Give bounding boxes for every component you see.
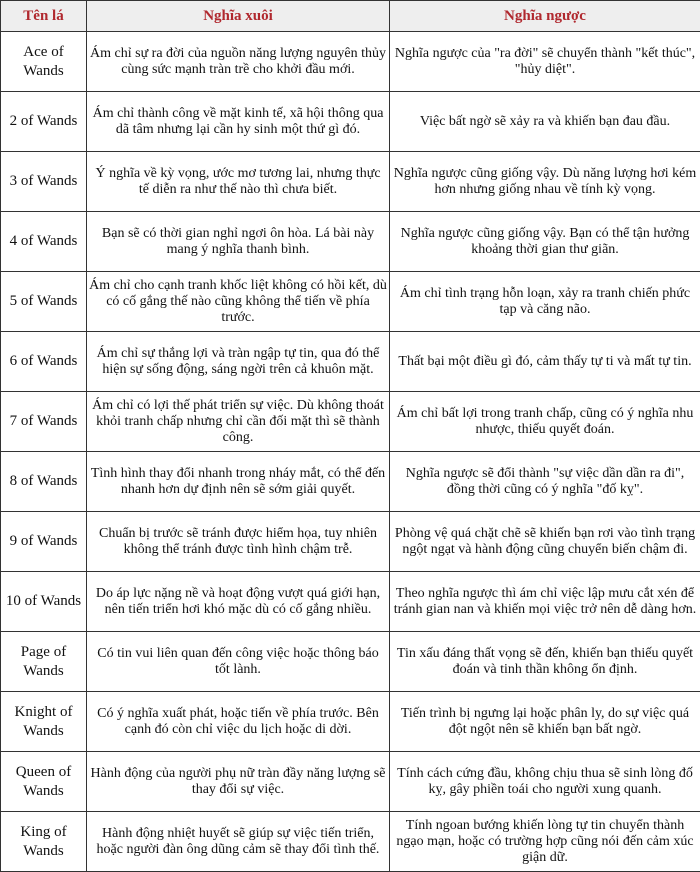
card-name-cell: 7 of Wands bbox=[1, 392, 87, 452]
card-name-cell: 2 of Wands bbox=[1, 92, 87, 152]
header-reversed-meaning: Nghĩa ngược bbox=[390, 1, 700, 32]
table-row bbox=[1, 392, 700, 452]
upright-meaning-cell: Hành động của người phụ nữ tràn đầy năng lượng sẽ thay đổi sự việc. bbox=[87, 752, 390, 812]
reversed-meaning-cell: Tính ngoan bướng khiến lòng tự tin chuyển thành ngạo mạn, hoặc có trường hợp cũng nói đến cảm xúc giận dữ. bbox=[390, 812, 700, 872]
card-name-cell: 4 of Wands bbox=[1, 212, 87, 272]
card-name-cell: 5 of Wands bbox=[1, 272, 87, 332]
upright-meaning-cell: Ám chỉ sự ra đời của nguồn năng lượng nguyên thủy cùng sức mạnh tràn trề cho khởi đầu mới. bbox=[87, 32, 390, 92]
reversed-meaning-cell: Ám chỉ bất lợi trong tranh chấp, cũng có ý nghĩa nhu nhược, thiếu quyết đoán. bbox=[390, 392, 700, 452]
reversed-meaning-cell: Tin xấu đáng thất vọng sẽ đến, khiến bạn thiếu quyết đoán và tinh thần không ổn định. bbox=[390, 632, 700, 692]
reversed-meaning-cell: Việc bất ngờ sẽ xảy ra và khiến bạn đau đầu. bbox=[390, 92, 700, 152]
card-name-cell: 6 of Wands bbox=[1, 332, 87, 392]
upright-meaning-cell: Ám chỉ thành công về mặt kinh tế, xã hội thông qua dã tâm nhưng lại cần hy sinh một thứ gì đó. bbox=[87, 92, 390, 152]
upright-meaning-cell: Bạn sẽ có thời gian nghỉ ngơi ôn hòa. Lá bài này mang ý nghĩa thanh bình. bbox=[87, 212, 390, 272]
upright-meaning-cell: Tình hình thay đổi nhanh trong nháy mắt, có thể đến nhanh hơn dự định nên sẽ sớm giải quyết. bbox=[87, 452, 390, 512]
card-name-cell: Knight of Wands bbox=[1, 692, 87, 752]
upright-meaning-cell: Ám chỉ có lợi thế phát triển sự việc. Dù không thoát khỏi tranh chấp nhưng chỉ cần đối mặt thì sẽ thành công. bbox=[87, 392, 390, 452]
table-row bbox=[1, 92, 700, 152]
table-row bbox=[1, 32, 700, 92]
upright-meaning-cell: Ám chỉ cho cạnh tranh khốc liệt không có hồi kết, dù có cố gắng thế nào cũng không thể tiến về phía trước. bbox=[87, 272, 390, 332]
reversed-meaning-cell: Nghĩa ngược của "ra đời" sẽ chuyển thành "kết thúc", "hủy diệt". bbox=[390, 32, 700, 92]
table-body bbox=[1, 32, 700, 872]
card-name-cell: 3 of Wands bbox=[1, 152, 87, 212]
reversed-meaning-cell: Nghĩa ngược cũng giống vậy. Dù năng lượng hơi kém hơn nhưng giống nhau về tính kỳ vọng. bbox=[390, 152, 700, 212]
upright-meaning-cell: Ám chỉ sự thắng lợi và tràn ngập tự tin, qua đó thể hiện sự sống động, sáng ngời trên cả khuôn mặt. bbox=[87, 332, 390, 392]
table-row bbox=[1, 512, 700, 572]
table-row bbox=[1, 332, 700, 392]
table-header bbox=[1, 1, 700, 32]
upright-meaning-cell: Do áp lực nặng nề và hoạt động vượt quá giới hạn, nên tiến triển hơi khó mặc dù có cố gắng nhiều. bbox=[87, 572, 390, 632]
reversed-meaning-cell: Theo nghĩa ngược thì ám chỉ việc lập mưu cắt xén để tránh gian nan và khiến mọi việc trở nên dễ dàng hơn. bbox=[390, 572, 700, 632]
table-row bbox=[1, 632, 700, 692]
card-name-cell: 8 of Wands bbox=[1, 452, 87, 512]
table-row bbox=[1, 692, 700, 752]
upright-meaning-cell: Có tin vui liên quan đến công việc hoặc thông báo tốt lành. bbox=[87, 632, 390, 692]
reversed-meaning-cell: Nghĩa ngược sẽ đổi thành "sự việc dần dần ra đi", đồng thời cũng có ý nghĩa "đố kỵ". bbox=[390, 452, 700, 512]
upright-meaning-cell: Có ý nghĩa xuất phát, hoặc tiến về phía trước. Bên cạnh đó còn chỉ việc du lịch hoặc di dời. bbox=[87, 692, 390, 752]
reversed-meaning-cell: Ám chỉ tình trạng hỗn loạn, xảy ra tranh chiến phức tạp và căng não. bbox=[390, 272, 700, 332]
header-row bbox=[1, 1, 700, 32]
table-row bbox=[1, 572, 700, 632]
upright-meaning-cell: Ý nghĩa về kỳ vọng, ước mơ tương lai, nhưng thực tế diễn ra như thế nào thì chưa biết. bbox=[87, 152, 390, 212]
reversed-meaning-cell: Nghĩa ngược cũng giống vậy. Bạn có thể tận hưởng khoảng thời gian thư giãn. bbox=[390, 212, 700, 272]
reversed-meaning-cell: Tiến trình bị ngưng lại hoặc phân ly, do sự việc quá đột ngột nên sẽ khiến bạn bất ngờ. bbox=[390, 692, 700, 752]
upright-meaning-cell: Hành động nhiệt huyết sẽ giúp sự việc tiến triển, hoặc người đàn ông dũng cảm sẽ thay đổi tình thế. bbox=[87, 812, 390, 872]
reversed-meaning-cell: Phòng vệ quá chặt chẽ sẽ khiến bạn rơi vào tình trạng ngột ngạt và hành động cũng chuyển biến chậm đi. bbox=[390, 512, 700, 572]
header-upright-meaning: Nghĩa xuôi bbox=[87, 1, 390, 32]
upright-meaning-cell: Chuẩn bị trước sẽ tránh được hiểm họa, tuy nhiên không thể tránh được tình hình chậm trễ. bbox=[87, 512, 390, 572]
reversed-meaning-cell: Tính cách cứng đầu, không chịu thua sẽ sinh lòng đố kỵ, gây phiền toái cho người xung quanh. bbox=[390, 752, 700, 812]
card-name-cell: Queen of Wands bbox=[1, 752, 87, 812]
card-name-cell: King of Wands bbox=[1, 812, 87, 872]
card-name-cell: 10 of Wands bbox=[1, 572, 87, 632]
table-row bbox=[1, 452, 700, 512]
table-row bbox=[1, 752, 700, 812]
table-row bbox=[1, 812, 700, 872]
reversed-meaning-cell: Thất bại một điều gì đó, cảm thấy tự ti và mất tự tin. bbox=[390, 332, 700, 392]
card-name-cell: Ace of Wands bbox=[1, 32, 87, 92]
card-name-cell: Page of Wands bbox=[1, 632, 87, 692]
table-row bbox=[1, 212, 700, 272]
table-row bbox=[1, 152, 700, 212]
header-card-name: Tên lá bbox=[1, 1, 87, 32]
table-row bbox=[1, 272, 700, 332]
card-name-cell: 9 of Wands bbox=[1, 512, 87, 572]
